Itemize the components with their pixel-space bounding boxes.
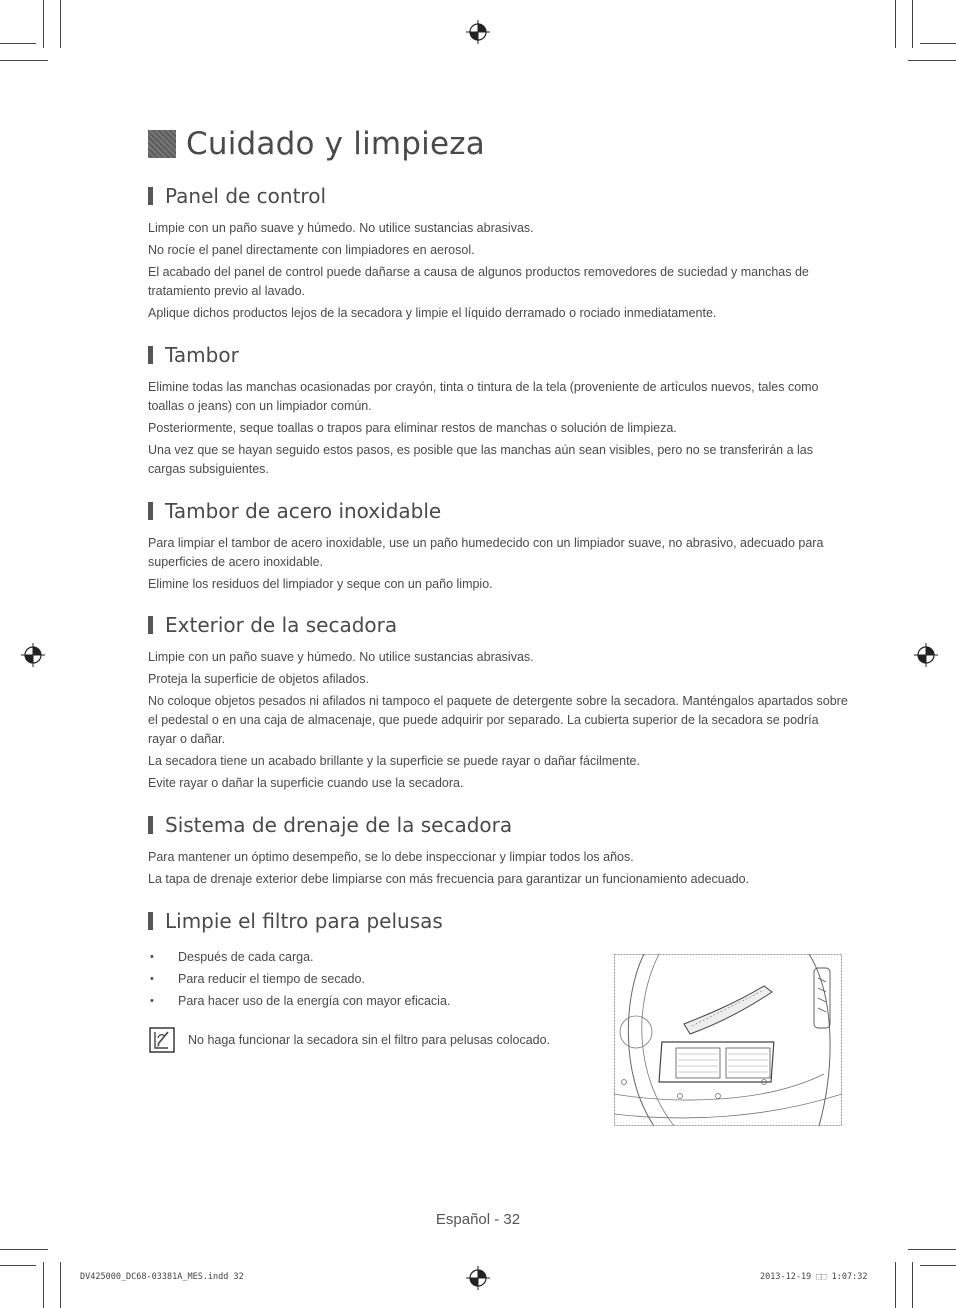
section-heading <box>148 183 848 209</box>
crop-mark <box>912 1262 913 1308</box>
paragraph: No coloque objetos pesados ni afilados ni tampoco el paquete de detergente sobre la secadora. Manténgalos apartados sobre el pedestal o en una caja de almacenaje, que puede adquirir por separado. La cubierta superior de la secadora se podría rayar o dañar. <box>148 694 848 746</box>
heading-bar <box>148 346 153 364</box>
title-square-icon <box>148 130 176 158</box>
heading-bar <box>148 912 153 930</box>
print-slug-file: DV425000_DC68-03381A_MES.indd 32 <box>80 1272 244 1282</box>
section-panel-de-control <box>148 183 848 326</box>
page-number: Español - 32 <box>435 1211 521 1228</box>
section-heading <box>148 498 848 524</box>
paragraph: Una vez que se hayan seguido estos pasos, es posible que las manchas aún sean visibles, pero no se transferirán a las cargas subsiguientes. <box>148 443 813 476</box>
paragraph: No rocíe el panel directamente con limpiadores en aerosol. <box>148 243 475 257</box>
section-title: Tambor de acero inoxidable <box>165 499 442 523</box>
list-item: • Para hacer uso de la energía con mayor eficacia. <box>148 992 568 1011</box>
crop-mark <box>60 0 61 48</box>
paragraph: Limpie con un paño suave y húmedo. No utilice sustancias abrasivas. <box>148 650 534 664</box>
crop-mark <box>912 0 913 48</box>
print-slug-date: 2013-12-19 ⬚⬚ 1:07:32 <box>760 1272 868 1282</box>
section-heading <box>148 908 568 934</box>
crop-mark <box>43 0 44 48</box>
registration-mark-icon <box>21 643 45 667</box>
paragraph: Para limpiar el tambor de acero inoxidable, use un paño humedecido con un limpiador suave, no abrasivo, adecuado para superficies de acero inoxidable. <box>148 536 824 569</box>
crop-mark <box>908 60 956 61</box>
crop-mark <box>920 1265 956 1266</box>
registration-mark-icon <box>914 643 938 667</box>
paragraph: Elimine los residuos del limpiador y seque con un paño limpio. <box>148 577 493 591</box>
section-tambor <box>148 342 848 482</box>
crop-mark <box>895 0 896 48</box>
section-title: Sistema de drenaje de la secadora <box>165 813 513 837</box>
registration-mark-icon <box>466 1266 490 1290</box>
bullet-list <box>148 948 568 1011</box>
paragraph: La secadora tiene un acabado brillante y la superficie se puede rayar o dañar fácilmente. <box>148 754 640 768</box>
crop-mark <box>43 1262 44 1308</box>
note <box>148 1026 550 1054</box>
crop-mark <box>0 60 48 61</box>
heading-bar <box>148 816 153 834</box>
paragraph: Posteriormente, seque toallas o trapos para eliminar restos de manchas o solución de limpieza. <box>148 421 677 435</box>
paragraph: Proteja la superficie de objetos afilados. <box>148 672 369 686</box>
registration-mark-icon <box>466 20 490 44</box>
section-tambor-acero <box>148 498 848 597</box>
crop-mark <box>0 1249 48 1250</box>
paragraph: La tapa de drenaje exterior debe limpiarse con más frecuencia para garantizar un funcionamiento adecuado. <box>148 872 750 886</box>
section-heading <box>148 612 848 638</box>
paragraph: Para mantener un óptimo desempeño, se lo debe inspeccionar y limpiar todos los años. <box>148 850 634 864</box>
section-heading <box>148 812 848 838</box>
paragraph: Aplique dichos productos lejos de la secadora y limpie el líquido derramado o rociado inmediatamente. <box>148 306 717 320</box>
section-heading <box>148 342 848 368</box>
section-title: Tambor <box>165 343 239 367</box>
page-title <box>148 122 485 166</box>
crop-mark <box>920 43 956 44</box>
crop-mark <box>60 1262 61 1308</box>
list-item: • Para reducir el tiempo de secado. <box>148 970 568 989</box>
crop-mark <box>0 43 36 44</box>
paragraph: Evite rayar o dañar la superficie cuando use la secadora. <box>148 776 464 790</box>
crop-mark <box>0 1265 36 1266</box>
section-drenaje <box>148 812 848 892</box>
page-title-text: Cuidado y limpieza <box>186 126 485 162</box>
lint-filter-illustration <box>614 954 842 1126</box>
section-title: Panel de control <box>165 184 326 208</box>
list-item: • Después de cada carga. <box>148 948 568 967</box>
note-text: No haga funcionar la secadora sin el filtro para pelusas colocado. <box>188 1033 551 1047</box>
crop-mark <box>908 1249 956 1250</box>
section-title: Exterior de la secadora <box>165 613 398 637</box>
section-filtro <box>148 908 568 1014</box>
section-exterior <box>148 612 848 796</box>
crop-mark <box>895 1262 896 1308</box>
section-title: Limpie el filtro para pelusas <box>165 909 443 933</box>
heading-bar <box>148 502 153 520</box>
heading-bar <box>148 187 153 205</box>
heading-bar <box>148 616 153 634</box>
paragraph: Elimine todas las manchas ocasionadas por crayón, tinta o tintura de la tela (proveniente de artículos nuevos, tales como toallas o jeans) con un limpiador común. <box>148 380 819 413</box>
paragraph: Limpie con un paño suave y húmedo. No utilice sustancias abrasivas. <box>148 221 534 235</box>
paragraph: El acabado del panel de control puede dañarse a causa de algunos productos removedores de suciedad y manchas de tratamiento previo al lavado. <box>148 265 809 298</box>
note-icon <box>148 1026 176 1054</box>
